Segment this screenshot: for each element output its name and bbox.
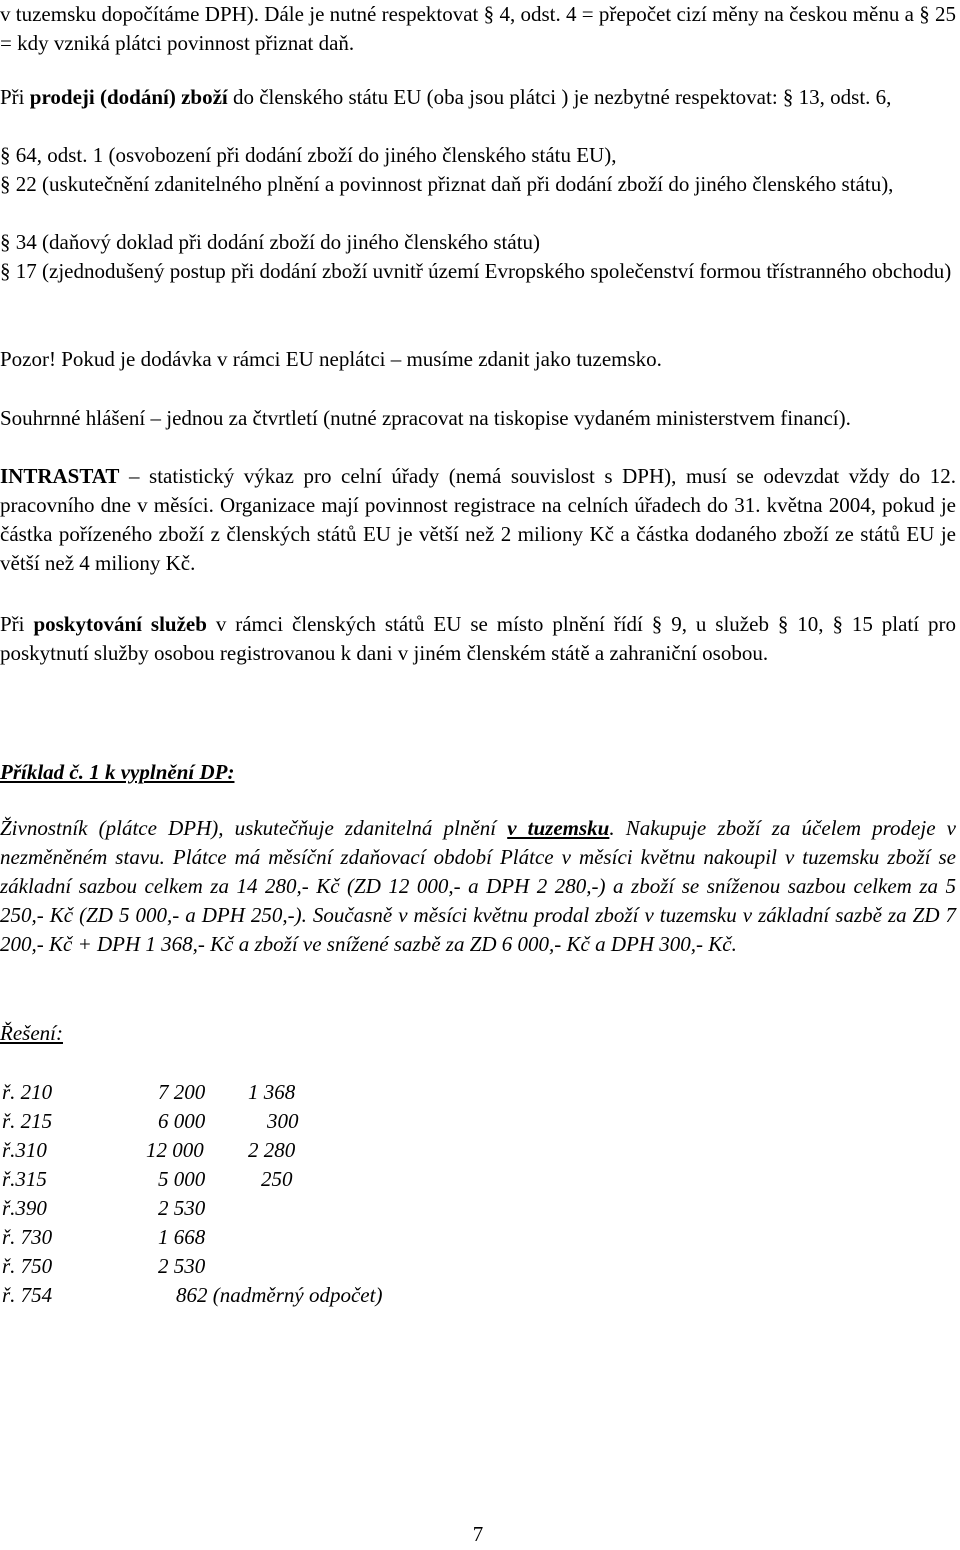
row-code: ř. 750	[2, 1254, 53, 1278]
table-row	[2, 1281, 502, 1310]
row-code: ř. 730	[2, 1225, 53, 1249]
paragraph-section-17: § 17 (zjednodušený postup při dodání zboží uvnitř území Evropského společenství formou třístranného obchodu)	[0, 259, 952, 283]
paragraph-summary-report	[0, 404, 956, 433]
paragraph-section-64: § 64, odst. 1 (osvobození při dodání zboží do jiného členského státu EU),	[0, 143, 617, 167]
row-base: 6 000	[158, 1109, 206, 1133]
row-code: ř. 210	[2, 1080, 53, 1104]
text-segment: . Nakupuje zboží za účelem prodeje v nezměněném stavu. Plátce má měsíční zdaňovací období Plátce v měsíci květnu nakoupil v tuzemsku zboží se základní sazbou celkem za 14 280,- Kč (ZD 12 000,- a DPH 2 280,-) a zboží se sníženou sazbou celkem za 5 250,- Kč (ZD 5 000,- a DPH 250,-). Současně v měsíci květnu prodal zboží v tuzemsku v základní sazbě za ZD 7 200,- Kč + DPH 1 368,- Kč a zboží ve snížené sazbě za ZD 6 000,- Kč a DPH 300,- Kč.	[0, 816, 956, 956]
solution-heading: Řešení:	[0, 1021, 63, 1045]
text-segment: Při	[0, 612, 34, 636]
paragraph-services	[0, 610, 956, 668]
row-tax: 2 280	[248, 1138, 296, 1162]
paragraph-intrastat	[0, 462, 956, 578]
example-heading: Příklad č. 1 k vyplnění DP:	[0, 760, 235, 784]
paragraph-section-22: § 22 (uskutečnění zdanitelného plnění a povinnost přiznat daň při dodání zboží do jiného členského státu),	[0, 172, 894, 196]
text-segment: – statistický výkaz pro celní úřady (nemá souvislost s DPH), musí se odevzdat vždy do 12. pracovního dne v měsíci. Organizace mají povinnost registrace na celních úřadech do 31. května 2004, pokud je částka pořízeného zboží z členských států EU je větší než 2 miliony Kč a částka dodaného zboží ze států EU je větší než 4 miliony Kč.	[0, 464, 956, 575]
row-tax: 300	[267, 1109, 299, 1133]
text-segment: do členského státu EU (oba jsou plátci ) je nezbytné respektovat: § 13, odst. 6,	[227, 85, 892, 109]
text-segment: v rámci členských států EU se místo plnění řídí § 9, u služeb § 10, § 15 platí pro poskytnutí služby osobou registrovanou k dani v jiném členském státě a zahraniční osobou.	[0, 612, 957, 665]
term-summary-report: Souhrnné hlášení	[0, 406, 146, 430]
table-row	[2, 1194, 502, 1223]
table-row	[2, 1252, 502, 1281]
row-base: 12 000	[146, 1138, 204, 1162]
paragraph-section-34: § 34 (daňový doklad při dodání zboží do jiného členského státu)	[0, 230, 541, 254]
paragraph-example	[0, 814, 956, 959]
text-segment: Při	[0, 85, 30, 109]
paragraph-goods-delivery	[0, 83, 956, 112]
row-base: 862 (nadměrný odpočet)	[176, 1283, 383, 1307]
text-segment: – jednou za čtvrtletí (nutné zpracovat na tiskopise vydaném ministerstvem financí).	[145, 406, 851, 430]
row-tax: 250	[261, 1167, 293, 1191]
row-code: ř. 754	[2, 1283, 53, 1307]
row-tax: 1 368	[248, 1080, 296, 1104]
bold-term-services: poskytování služeb	[33, 612, 207, 636]
row-base: 5 000	[158, 1167, 206, 1191]
row-base: 2 530	[158, 1254, 206, 1278]
table-row	[2, 1165, 502, 1194]
paragraph-warning: Pozor! Pokud je dodávka v rámci EU neplátci – musíme zdanit jako tuzemsko.	[0, 347, 662, 371]
table-row	[2, 1136, 502, 1165]
table-row	[2, 1223, 502, 1252]
row-base: 1 668	[158, 1225, 206, 1249]
text-segment: Živnostník (plátce DPH), uskutečňuje zdanitelná plnění	[0, 816, 508, 840]
row-base: 7 200	[158, 1080, 206, 1104]
table-row	[2, 1107, 502, 1136]
bold-term-goods-delivery: prodeji (dodání) zboží	[29, 85, 228, 109]
paragraph-intro: v tuzemsku dopočítáme DPH). Dále je nutné respektovat § 4, odst. 4 = přepočet cizí měny na českou měnu a § 25 = kdy vzniká plátci povinnost přiznat daň.	[0, 2, 956, 55]
row-code: ř.310	[2, 1138, 47, 1162]
page-number: 7	[472, 1522, 484, 1546]
row-code: ř.390	[2, 1196, 47, 1220]
row-code: ř. 215	[2, 1109, 53, 1133]
bold-term-domestic: v tuzemsku	[507, 816, 610, 840]
row-code: ř.315	[2, 1167, 47, 1191]
table-row	[2, 1078, 502, 1107]
bold-term-intrastat: INTRASTAT	[0, 464, 120, 488]
row-base: 2 530	[158, 1196, 206, 1220]
